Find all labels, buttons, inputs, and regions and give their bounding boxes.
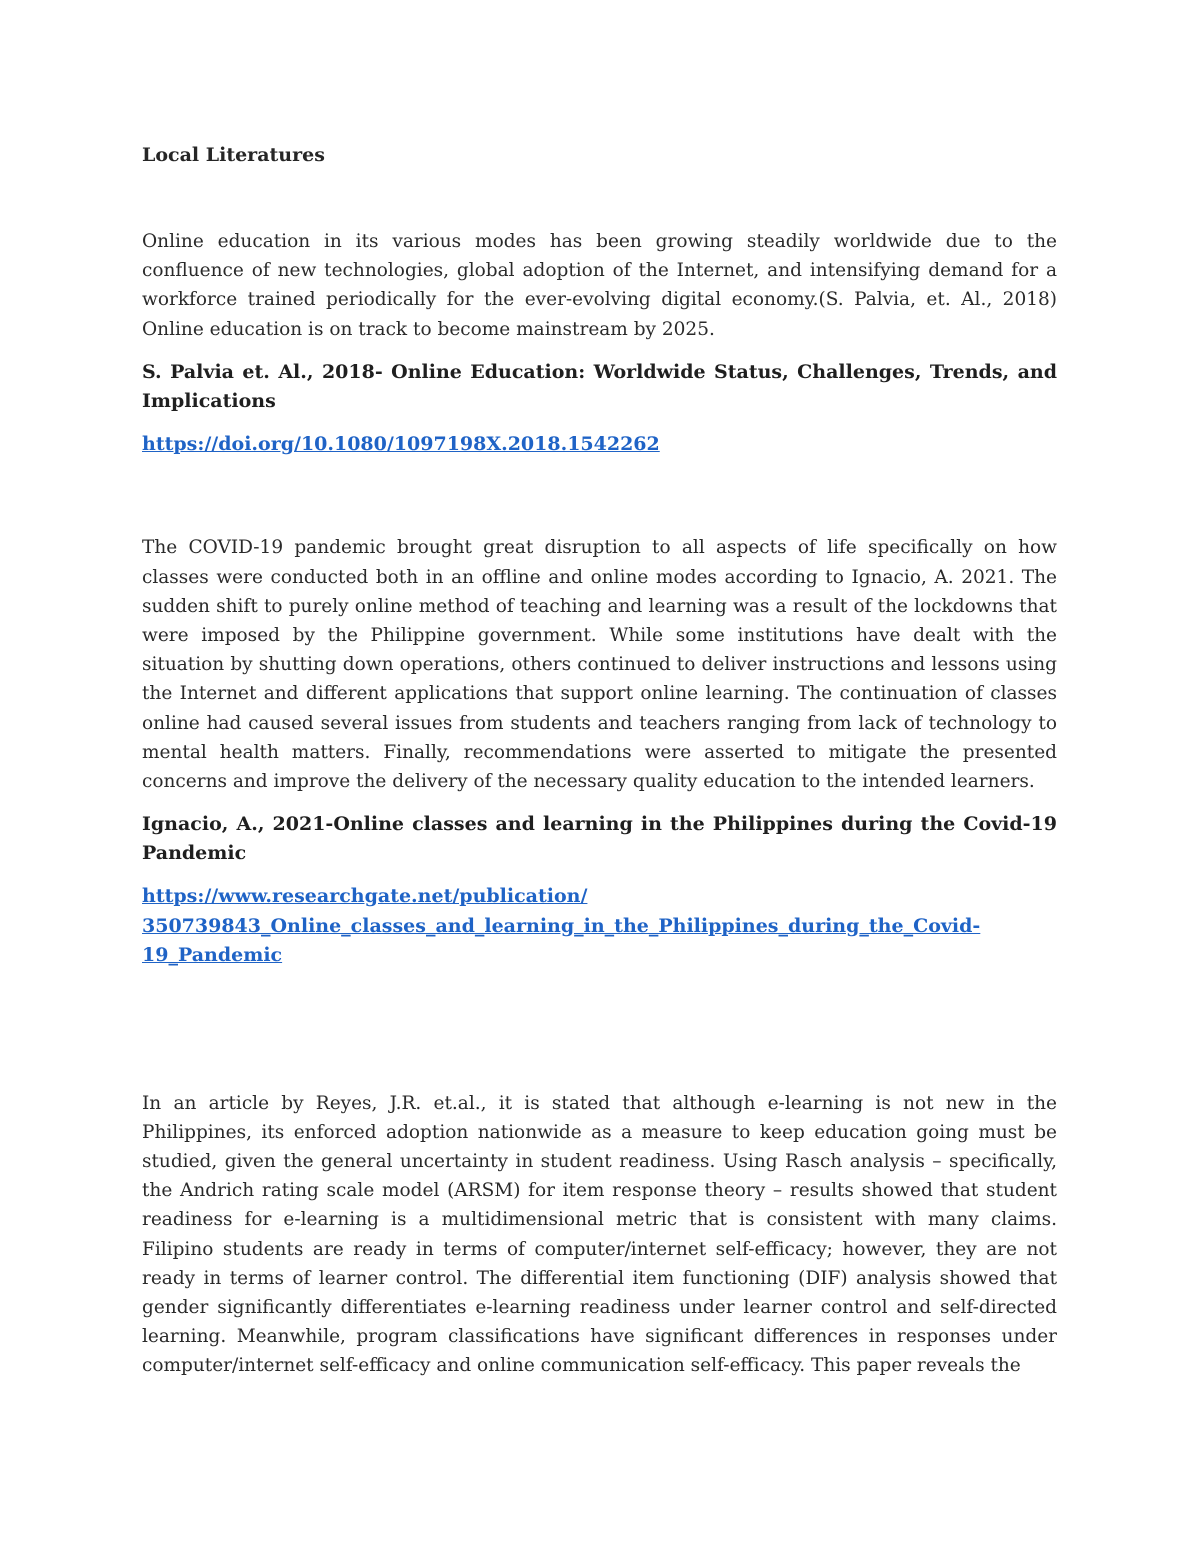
link-line: 19_Pandemic xyxy=(142,944,283,967)
reference-title-palvia: S. Palvia et. Al., 2018- Online Education: Worldwide Status, Challenges, Trends, and Implications xyxy=(142,360,1057,412)
link-line: https://www.researchgate.net/publication/ xyxy=(142,885,588,908)
reference-link-ignacio[interactable] xyxy=(142,882,1057,971)
reference-title-ignacio: Ignacio, A., 2021-Online classes and learning in the Philippines during the Covid-19 Pandemic xyxy=(142,813,1057,865)
paragraph-ignacio: The COVID-19 pandemic brought great disruption to all aspects of life specifically on how classes were conducted both in an offline and online modes according to Ignacio, A. 2021. The sudden shift to purely online method of teaching and learning was a result of the lockdowns that were imposed by the Philippine government. While some institutions have dealt with the situation by shutting down operations, others continued to deliver instructions and lessons using the Internet and different applications that support online learning. The continuation of classes online had caused several issues from students and teachers ranging from lack of technology to mental health matters. Finally, recommendations were asserted to mitigate the presented concerns and improve the delivery of the necessary quality education to the intended learners. xyxy=(142,537,1057,792)
link-line: 350739843_Online_classes_and_learning_in_the_Philippines_during_the_Covid- xyxy=(142,914,981,937)
reference-link-palvia[interactable] xyxy=(142,430,1057,460)
paragraph-palvia: Online education in its various modes has been growing steadily worldwide due to the confluence of new technologies, global adoption of the Internet, and intensifying demand for a workforce trained periodically for the ever-evolving digital economy.(S. Palvia, et. Al., 2018) Online education is on track to become mainstream by 2025. xyxy=(142,231,1057,340)
paragraph-reyes: In an article by Reyes, J.R. et.al., it is stated that although e-learning is not new in the Philippines, its enforced adoption nationwide as a measure to keep education going must be studied, given the general uncertainty in student readiness. Using Rasch analysis – specifically, the Andrich rating scale model (ARSM) for item response theory – results showed that student readiness for e-learning is a multidimensional metric that is consistent with many claims. Filipino students are ready in terms of computer/internet self-efficacy; however, they are not ready in terms of learner control. The differential item functioning (DIF) analysis showed that gender significantly differentiates e-learning readiness under learner control and self-directed learning. Meanwhile, program classifications have significant differences in responses under computer/internet self-efficacy and online communication self-efficacy. This paper reveals the xyxy=(142,1092,1057,1377)
document-page xyxy=(142,140,1057,1395)
page-heading: Local Literatures xyxy=(142,144,325,166)
link-line: https://doi.org/10.1080/1097198X.2018.1542262 xyxy=(142,432,660,455)
